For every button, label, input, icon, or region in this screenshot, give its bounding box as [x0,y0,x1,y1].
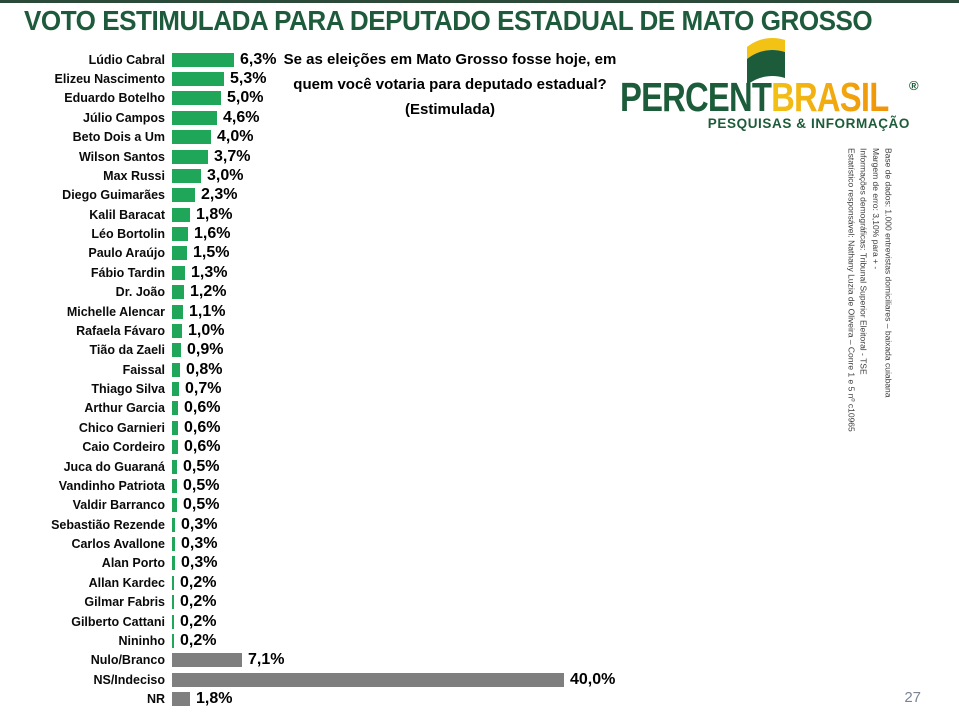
bar-label: Valdir Barranco [72,498,165,513]
logo-text-brasil: BRASIL [771,74,889,120]
bar [172,498,177,512]
bar-label: Júlio Campos [83,110,165,125]
chart-row [25,321,645,340]
bar [172,440,178,454]
bar-label: Gilmar Fabris [84,595,165,610]
bar [172,150,208,164]
bar-label: NS/Indeciso [93,672,165,687]
logo-wordmark [620,74,888,121]
bar-label: Alan Porto [101,556,165,571]
bar-value: 5,3% [230,70,267,88]
chart-row [25,379,645,398]
bar [172,53,234,67]
bar [172,324,182,338]
bar [172,343,181,357]
bar [172,227,188,241]
bar-label: Elizeu Nascimento [54,72,165,87]
footnote-line: Estatístico responsável: Nathany Luzia de Oliveira – Conre 1 e 5 nº c10965 [846,148,857,432]
chart-row [25,186,645,205]
bar [172,91,221,105]
bar-chart [25,50,645,709]
registered-trademark-icon: ® [909,78,919,93]
bar-value: 1,0% [188,321,225,339]
chart-row [25,476,645,495]
bar [172,537,175,551]
bar-value: 0,5% [183,457,220,475]
bar-label: Nulo/Branco [90,653,165,668]
bar-value: 0,2% [180,631,217,649]
bar-label: Lúdio Cabral [88,52,165,67]
bar-value: 7,1% [248,651,285,669]
bar [172,421,178,435]
bar [172,673,564,687]
chart-row [25,128,645,147]
chart-row [25,573,645,592]
slide-top-border [0,0,959,3]
bar [172,208,190,222]
chart-row [25,496,645,515]
bar-value: 0,6% [184,399,221,417]
bar [172,653,242,667]
bar-value: 3,0% [207,166,244,184]
bar [172,556,175,570]
bar-value: 0,5% [183,476,220,494]
footnote-line: Margem de erro: 3,10% para + - [870,148,881,270]
chart-row [25,438,645,457]
bar-label: Nininho [118,633,165,648]
chart-row [25,670,645,689]
bar-label: Eduardo Botelho [64,91,165,106]
bar-label: Beto Dois a Um [72,130,165,145]
footnote-line: Informações demográficas: Tribunal Superior Eleitoral - TSE [858,148,869,375]
bar-value: 1,1% [189,302,226,320]
bar-value: 0,3% [181,515,218,533]
bar [172,305,183,319]
percent-brasil-logo [618,30,938,140]
bar-label: Michelle Alencar [66,304,165,319]
bar-label: NR [146,692,165,707]
bar [172,615,174,629]
bar-value: 1,8% [196,690,233,708]
chart-row [25,224,645,243]
bar-label: Max Russi [103,168,165,183]
chart-row [25,263,645,282]
bar-label: Rafaela Fávaro [76,323,165,338]
bar-label: Arthur Garcia [84,401,165,416]
chart-row [25,689,645,708]
bar-label: Sebastião Rezende [51,517,165,532]
page-number: 27 [904,689,921,706]
logo-text-percent: PERCENT [620,74,772,120]
bar [172,382,179,396]
bar-label: Diego Guimarães [62,188,165,203]
bar-value: 4,0% [217,128,254,146]
bar [172,518,175,532]
bar [172,285,184,299]
bar-value: 0,6% [184,418,221,436]
bar-label: Caio Cordeiro [82,440,165,455]
page-title: VOTO ESTIMULADA PARA DEPUTADO ESTADUAL DE MATO GROSSO [24,5,873,36]
bar-value: 1,3% [191,263,228,281]
chart-row [25,554,645,573]
chart-row [25,612,645,631]
chart-row [25,534,645,553]
chart-row [25,457,645,476]
bar-label: Léo Bortolin [91,227,165,242]
bar [172,169,201,183]
bar-label: Vandinho Patriota [58,478,165,493]
bar [172,130,211,144]
bar [172,188,195,202]
footnote-line: Base de dados: 1.000 entrevistas domiciliares – baixada cuiabana [883,148,894,398]
chart-row [25,244,645,263]
chart-row [25,515,645,534]
bar-value: 0,2% [180,612,217,630]
bar-label: Carlos Avallone [71,537,165,552]
chart-row [25,651,645,670]
bar-label: Thiago Silva [91,382,165,397]
chart-row [25,418,645,437]
bar-label: Dr. João [115,285,165,300]
chart-row [25,360,645,379]
chart-row [25,302,645,321]
bar-label: Juca do Guaraná [63,459,165,474]
bar [172,246,187,260]
bar [172,460,177,474]
chart-row [25,205,645,224]
bar [172,479,177,493]
bar-value: 1,5% [193,244,230,262]
bar-label: Paulo Araújo [88,246,165,261]
logo-tagline: PESQUISAS & INFORMAÇÃO [707,116,910,131]
bar-value: 0,8% [186,360,223,378]
bar-label: Faissal [122,362,165,377]
bar-value: 6,3% [240,50,277,68]
bar-value: 2,3% [201,186,238,204]
bar-label: Gilberto Cattani [71,614,165,629]
bar-value: 4,6% [223,108,260,126]
bar-label: Wilson Santos [78,149,165,164]
bar-value: 1,2% [190,283,227,301]
chart-row [25,166,645,185]
chart-row [25,631,645,650]
bar [172,72,224,86]
bar [172,266,185,280]
bar [172,363,180,377]
bar-value: 3,7% [214,147,251,165]
bar-label: Allan Kardec [88,575,165,590]
chart-row [25,399,645,418]
bar-value: 40,0% [570,670,616,688]
bar-label: Tião da Zaeli [89,343,165,358]
chart-row [25,593,645,612]
bar-label: Kalil Baracat [89,207,165,222]
bar [172,634,174,648]
chart-row [25,147,645,166]
survey-question: Se as eleições em Mato Grosso fosse hoje, em quem você votaria para deputado estadual? (Estimulada) [283,51,617,118]
bar [172,401,178,415]
bar [172,692,190,706]
chart-row [25,341,645,360]
methodology-footnotes [845,148,894,478]
bar-value: 0,9% [187,341,224,359]
bar-value: 0,2% [180,593,217,611]
bar-value: 0,2% [180,573,217,591]
bar-value: 5,0% [227,89,264,107]
bar-value: 0,3% [181,554,218,572]
chart-row [25,283,645,302]
bar-label: Fábio Tardin [90,265,165,280]
bar-value: 0,5% [183,496,220,514]
bar [172,111,217,125]
bar-value: 1,8% [196,205,233,223]
bar-value: 0,3% [181,535,218,553]
bar-label: Chico Garnieri [78,420,165,435]
bar-value: 0,6% [184,438,221,456]
bar-value: 1,6% [194,225,231,243]
bar [172,576,174,590]
bar [172,595,174,609]
bar-value: 0,7% [185,380,222,398]
